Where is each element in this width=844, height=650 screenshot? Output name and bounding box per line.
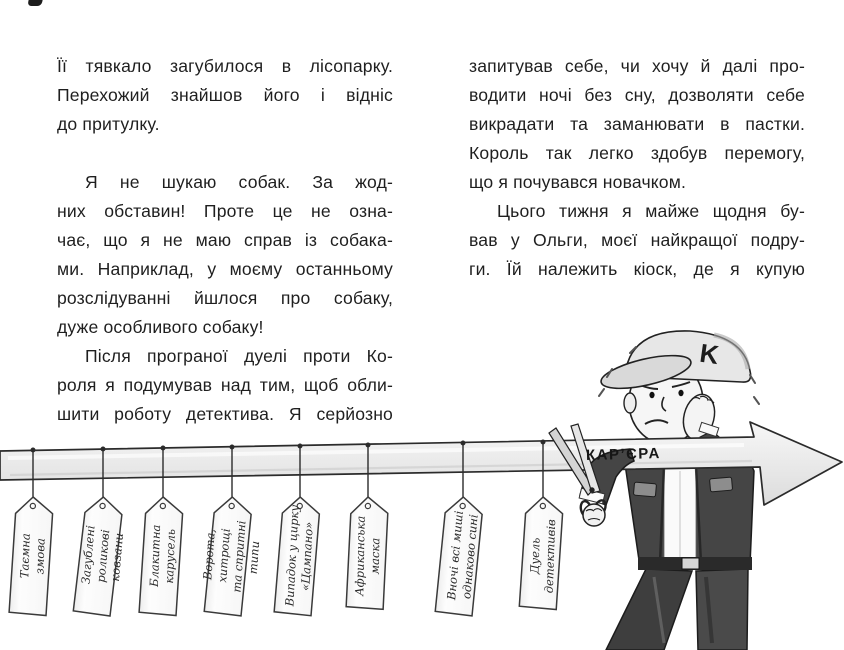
- text-line: запитував себе, чи хочу й далі про-: [469, 56, 805, 76]
- case-tag-label: Загублені роликові ковзани: [78, 524, 127, 585]
- text-line: дуже особливого собаку!: [57, 317, 264, 337]
- vest-pocket: [710, 477, 733, 492]
- text-line: розслідуванні йшлося про собаку,: [57, 288, 393, 308]
- text-line: роля я подумував над тим, щоб обли-: [57, 375, 393, 395]
- ear: [624, 393, 636, 413]
- case-tag-label: Дуель детективів: [527, 518, 559, 594]
- text-line: Король так легко здобув перемогу,: [469, 143, 805, 163]
- text-line: Перехожий знайшов його і відніс: [57, 85, 393, 105]
- right-text-column: [469, 52, 805, 284]
- case-tag-label: Блакитна карусель: [146, 524, 178, 588]
- text-line: шити роботу детектива. Я серйозно: [57, 404, 393, 424]
- case-tag-label: Таємна змова: [17, 533, 48, 579]
- text-line: що я почувався новачком.: [469, 172, 687, 192]
- text-line: ми. Наприклад, у моєму останньому: [57, 259, 393, 279]
- case-tag-label: Випадок у цирку «Цампано»: [282, 504, 316, 607]
- text-line: чає, що я не маю справ із собака-: [57, 230, 393, 250]
- text-line: них обставин! Проте це не озна-: [57, 201, 393, 221]
- text-line: до притулку.: [57, 114, 160, 134]
- text-line: вав у Ольги, моєї найкращої подру-: [469, 230, 805, 250]
- text-line: Її тявкало загубилося в лісопарку.: [57, 56, 393, 76]
- career-arrow-label: КАР’ЄРА: [585, 445, 662, 465]
- case-tag-label: Ворота, хитрощі та спритні типи: [200, 519, 263, 593]
- boy-figure: [598, 331, 759, 650]
- vest-pocket: [633, 482, 656, 497]
- cap-letter: K: [697, 337, 721, 371]
- text-line: викрадати та заманювати в пастки.: [469, 114, 805, 134]
- text-line: водити ночі без сну, дозволяти себе: [469, 85, 805, 105]
- scan-corner-mark: [27, 0, 42, 6]
- career-illustration-canvas: [0, 325, 844, 650]
- text-line: Після програної дуелі проти Ко-: [85, 346, 393, 366]
- fist: [583, 504, 605, 526]
- belt-buckle: [682, 558, 699, 569]
- text-line: Я не шукаю собак. За жод-: [85, 172, 393, 192]
- text-line: Цього тижня я майже щодня бу-: [497, 201, 805, 221]
- case-tag-label: Вночі всі миші однаково сині: [444, 510, 481, 601]
- text-line: ги. Їй належить кіоск, де я купую: [469, 259, 805, 279]
- career-illustration: [0, 325, 844, 650]
- case-tag-label: Африканська маска: [352, 515, 383, 597]
